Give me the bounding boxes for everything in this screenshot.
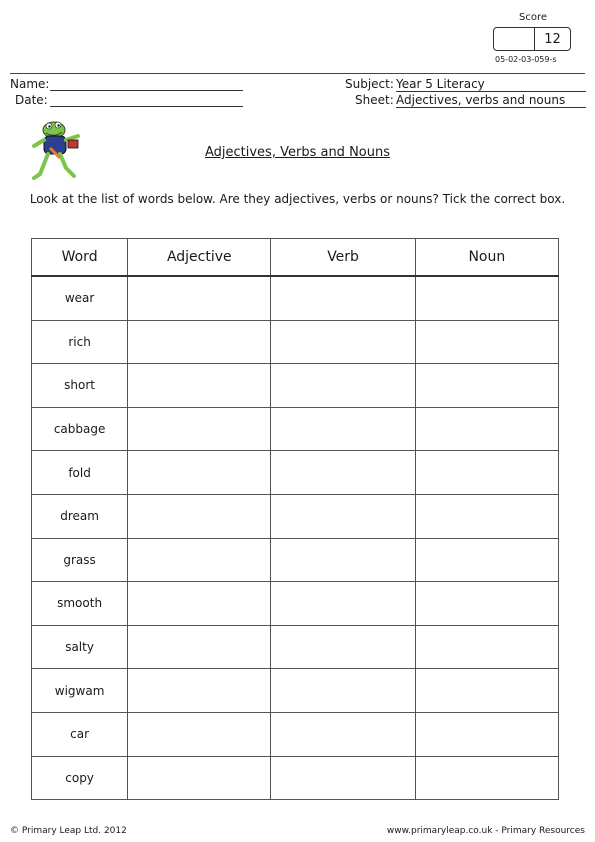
verb-tick-box[interactable] (271, 494, 415, 538)
noun-tick-box[interactable] (415, 538, 558, 582)
adjective-tick-box[interactable] (128, 407, 271, 451)
word-cell: wear (32, 276, 128, 320)
noun-tick-box[interactable] (415, 582, 558, 626)
header-divider (10, 73, 585, 74)
verb-tick-box[interactable] (271, 364, 415, 408)
verb-tick-box[interactable] (271, 712, 415, 756)
table-row (32, 364, 559, 408)
word-cell: car (32, 712, 128, 756)
word-cell: smooth (32, 582, 128, 626)
table-row (32, 320, 559, 364)
table-body (32, 276, 559, 800)
verb-tick-box[interactable] (271, 451, 415, 495)
adjective-tick-box[interactable] (128, 712, 271, 756)
score-box (493, 27, 571, 51)
table-row (32, 538, 559, 582)
verb-tick-box[interactable] (271, 320, 415, 364)
instructions: Look at the list of words below. Are they adjectives, verbs or nouns? Tick the correct box. (29, 192, 566, 206)
adjective-tick-box[interactable] (128, 582, 271, 626)
noun-tick-box[interactable] (415, 320, 558, 364)
noun-tick-box[interactable] (415, 625, 558, 669)
name-field[interactable] (50, 90, 243, 91)
column-header-verb: Verb (271, 239, 415, 277)
name-label: Name: (10, 77, 50, 91)
table-row (32, 625, 559, 669)
verb-tick-box[interactable] (271, 669, 415, 713)
verb-tick-box[interactable] (271, 582, 415, 626)
score-label: Score (519, 12, 548, 23)
noun-tick-box[interactable] (415, 451, 558, 495)
word-cell: salty (32, 625, 128, 669)
adjective-tick-box[interactable] (128, 669, 271, 713)
word-cell: copy (32, 756, 128, 800)
sheet-code: 05-02-03-059-s (495, 55, 557, 64)
table-row (32, 582, 559, 626)
table-header-row (32, 239, 559, 277)
word-cell: rich (32, 320, 128, 364)
sheet-label: Sheet: (355, 93, 394, 107)
page-title: Adjectives, Verbs and Nouns (204, 145, 390, 160)
score-entry[interactable] (494, 28, 535, 50)
verb-tick-box[interactable] (271, 538, 415, 582)
word-cell: dream (32, 494, 128, 538)
word-cell: short (32, 364, 128, 408)
date-label: Date: (15, 93, 48, 107)
sheet-value: Adjectives, verbs and nouns (396, 93, 586, 108)
copyright: © Primary Leap Ltd. 2012 (10, 826, 127, 836)
column-header-word: Word (32, 239, 128, 277)
noun-tick-box[interactable] (415, 669, 558, 713)
table-row (32, 712, 559, 756)
score-total: 12 (544, 31, 561, 47)
adjective-tick-box[interactable] (128, 538, 271, 582)
noun-tick-box[interactable] (415, 712, 558, 756)
noun-tick-box[interactable] (415, 276, 558, 320)
verb-tick-box[interactable] (271, 625, 415, 669)
subject-value: Year 5 Literacy (396, 77, 586, 92)
word-cell: cabbage (32, 407, 128, 451)
table-row (32, 407, 559, 451)
noun-tick-box[interactable] (415, 494, 558, 538)
website-credit: www.primaryleap.co.uk - Primary Resources (386, 826, 585, 836)
noun-tick-box[interactable] (415, 407, 558, 451)
adjective-tick-box[interactable] (128, 320, 271, 364)
adjective-tick-box[interactable] (128, 364, 271, 408)
adjective-tick-box[interactable] (128, 276, 271, 320)
table-row (32, 494, 559, 538)
noun-tick-box[interactable] (415, 756, 558, 800)
verb-tick-box[interactable] (271, 407, 415, 451)
date-field[interactable] (50, 106, 243, 107)
verb-tick-box[interactable] (271, 756, 415, 800)
adjective-tick-box[interactable] (128, 756, 271, 800)
column-header-noun: Noun (415, 239, 558, 277)
noun-tick-box[interactable] (415, 364, 558, 408)
word-cell: wigwam (32, 669, 128, 713)
word-cell: grass (32, 538, 128, 582)
table-row (32, 276, 559, 320)
column-header-adjective: Adjective (128, 239, 271, 277)
adjective-tick-box[interactable] (128, 494, 271, 538)
adjective-tick-box[interactable] (128, 625, 271, 669)
word-table (31, 238, 559, 800)
table-row (32, 451, 559, 495)
table-row (32, 669, 559, 713)
adjective-tick-box[interactable] (128, 451, 271, 495)
table-row (32, 756, 559, 800)
verb-tick-box[interactable] (271, 276, 415, 320)
word-cell: fold (32, 451, 128, 495)
subject-label: Subject: (345, 77, 394, 91)
